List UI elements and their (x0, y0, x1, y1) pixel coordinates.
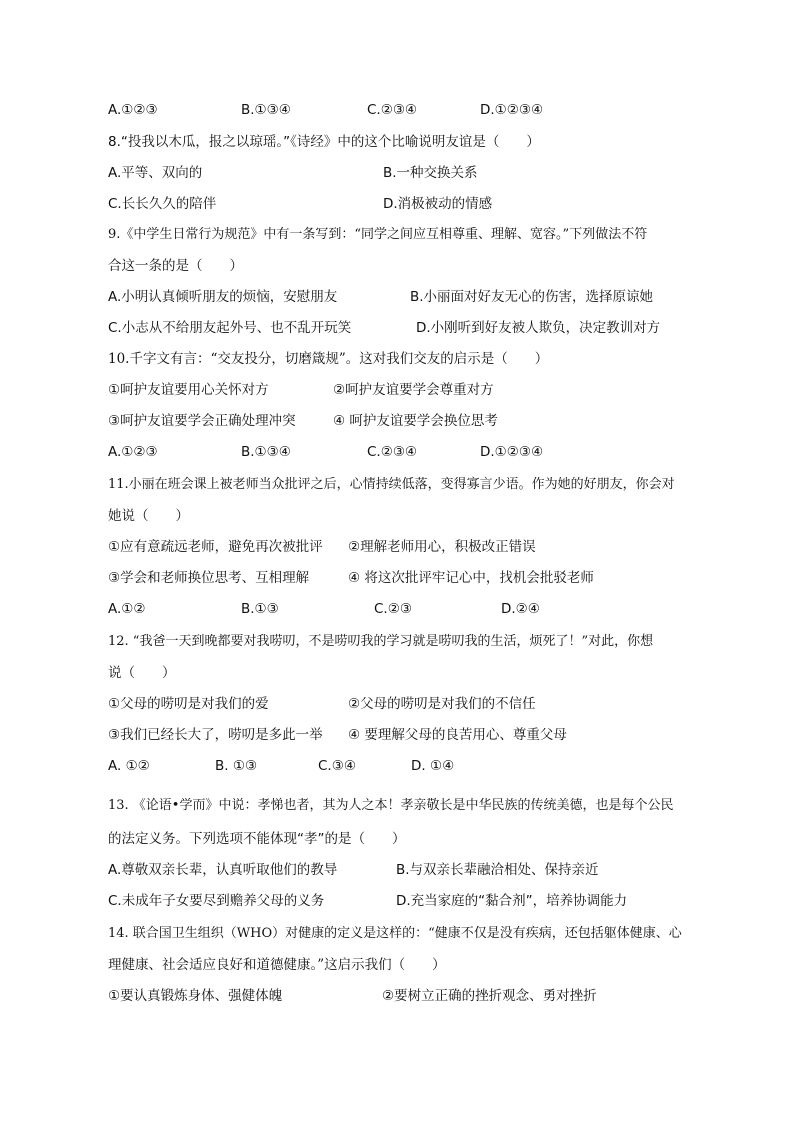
q13-stem-line2: 的法定义务。下列选项不能体现“孝”的是（ ） (108, 831, 406, 847)
q14-stem-line2: 理健康、社会适应良好和道德健康。”这启示我们（ ） (108, 957, 446, 973)
q11-option-b: B.①③ (241, 601, 279, 617)
q12-statement-1: ①父母的唠叨是对我们的爱 (108, 696, 269, 712)
q10-statement-2: ②呵护友谊要学会尊重对方 (333, 382, 494, 398)
q7-option-b: B.①③④ (241, 102, 291, 118)
q9-stem-line1: 9.《中学生日常行为规范》中有一条写到：“同学之间应互相尊重、理解、宽容。”下列做法不符 (108, 227, 648, 242)
q9-option-c: C.小志从不给朋友起外号、也不乱开玩笑 (108, 320, 352, 336)
q7-option-d: D.①②③④ (480, 102, 544, 118)
q12-stem-line2: 说（ ） (108, 665, 176, 681)
q12-statement-2: ②父母的唠叨是对我们的不信任 (348, 696, 536, 712)
q12-statement-4: ④ 要理解父母的良苦用心、尊重父母 (348, 727, 567, 743)
q10-option-a: A.①②③ (108, 444, 158, 460)
q8-option-c: C.长长久久的陪伴 (108, 196, 217, 212)
q10-option-c: C.②③④ (367, 444, 418, 460)
q12-statement-3: ③我们已经长大了，唠叨是多此一举 (108, 727, 323, 743)
q14-statement-1: ①要认真锻炼身体、强健体魄 (108, 988, 283, 1004)
q9-option-b: B.小丽面对好友无心的伤害，选择原谅她 (410, 289, 654, 305)
q14-statement-2: ②要树立正确的挫折观念、勇对挫折 (382, 988, 597, 1004)
q7-option-a: A.①②③ (108, 102, 158, 118)
q9-option-a: A.小明认真倾听朋友的烦恼，安慰朋友 (108, 289, 338, 305)
q11-statement-4: ④ 将这次批评牢记心中，找机会批驳老师 (348, 570, 594, 586)
q13-option-b: B.与双亲长辈融洽相处、保持亲近 (396, 862, 599, 878)
q13-option-d: D.充当家庭的“黏合剂”，培养协调能力 (396, 893, 628, 909)
q8-option-b: B.一种交换关系 (383, 165, 478, 181)
q11-stem-line1: 11.小丽在班会课上被老师当众批评之后，心情持续低落，变得寡言少语。作为她的好朋友，你会对 (108, 477, 675, 492)
q10-statement-4: ④ 呵护友谊要学会换位思考 (333, 413, 498, 429)
q12-option-a: A. ①② (108, 758, 150, 774)
q12-option-b: B. ①③ (215, 758, 258, 774)
q13-stem-line1: 13. 《论语•学而》中说：孝悌也者，其为人之本！孝亲敬长是中华民族的传统美德，也是每个公民 (108, 798, 674, 813)
q12-option-c: C.③④ (318, 758, 356, 774)
q10-option-b: B.①③④ (241, 444, 291, 460)
q11-statement-1: ①应有意疏远老师，避免再次被批评 (108, 539, 323, 555)
q8-stem: 8.“投我以木瓜，报之以琼瑶。”《诗经》中的这个比喻说明友谊是（ ） (108, 134, 540, 150)
q10-stem: 10.千字文有言：“交友投分，切磨箴规”。这对我们交友的启示是（ ） (108, 351, 549, 367)
q10-option-d: D.①②③④ (480, 444, 544, 460)
q11-statement-3: ③学会和老师换位思考、互相理解 (108, 570, 310, 586)
q11-statement-2: ②理解老师用心，积极改正错误 (348, 539, 536, 555)
q13-option-a: A.尊敬双亲长辈，认真听取他们的教导 (108, 862, 338, 878)
q14-stem-line1: 14. 联合国卫生组织（WHO）对健康的定义是这样的：“健康不仅是没有疾病，还包括躯体健康、心 (108, 926, 682, 941)
q9-option-d: D.小刚听到好友被人欺负，决定教训对方 (416, 320, 661, 336)
q11-option-a: A.①② (108, 601, 146, 617)
q10-statement-3: ③呵护友谊要学会正确处理冲突 (108, 413, 296, 429)
q7-option-c: C.②③④ (367, 102, 418, 118)
q13-option-c: C.未成年子女要尽到赡养父母的义务 (108, 893, 325, 909)
q11-stem-line2: 她说（ ） (108, 508, 189, 524)
q10-statement-1: ①呵护友谊要用心关怀对方 (108, 382, 269, 398)
q12-option-d: D. ①④ (411, 758, 455, 774)
q12-stem-line1: 12. “我爸一天到晚都要对我唠叨，不是唠叨我的学习就是唠叨我的生活，烦死了！”对此，你想 (108, 634, 654, 649)
q9-stem-line2: 合这一条的是（ ） (108, 258, 243, 274)
q11-option-c: C.②③ (374, 601, 412, 617)
q8-option-a: A.平等、双向的 (108, 165, 203, 181)
q8-option-d: D.消极被动的情感 (383, 196, 493, 212)
q11-option-d: D.②④ (501, 601, 540, 617)
